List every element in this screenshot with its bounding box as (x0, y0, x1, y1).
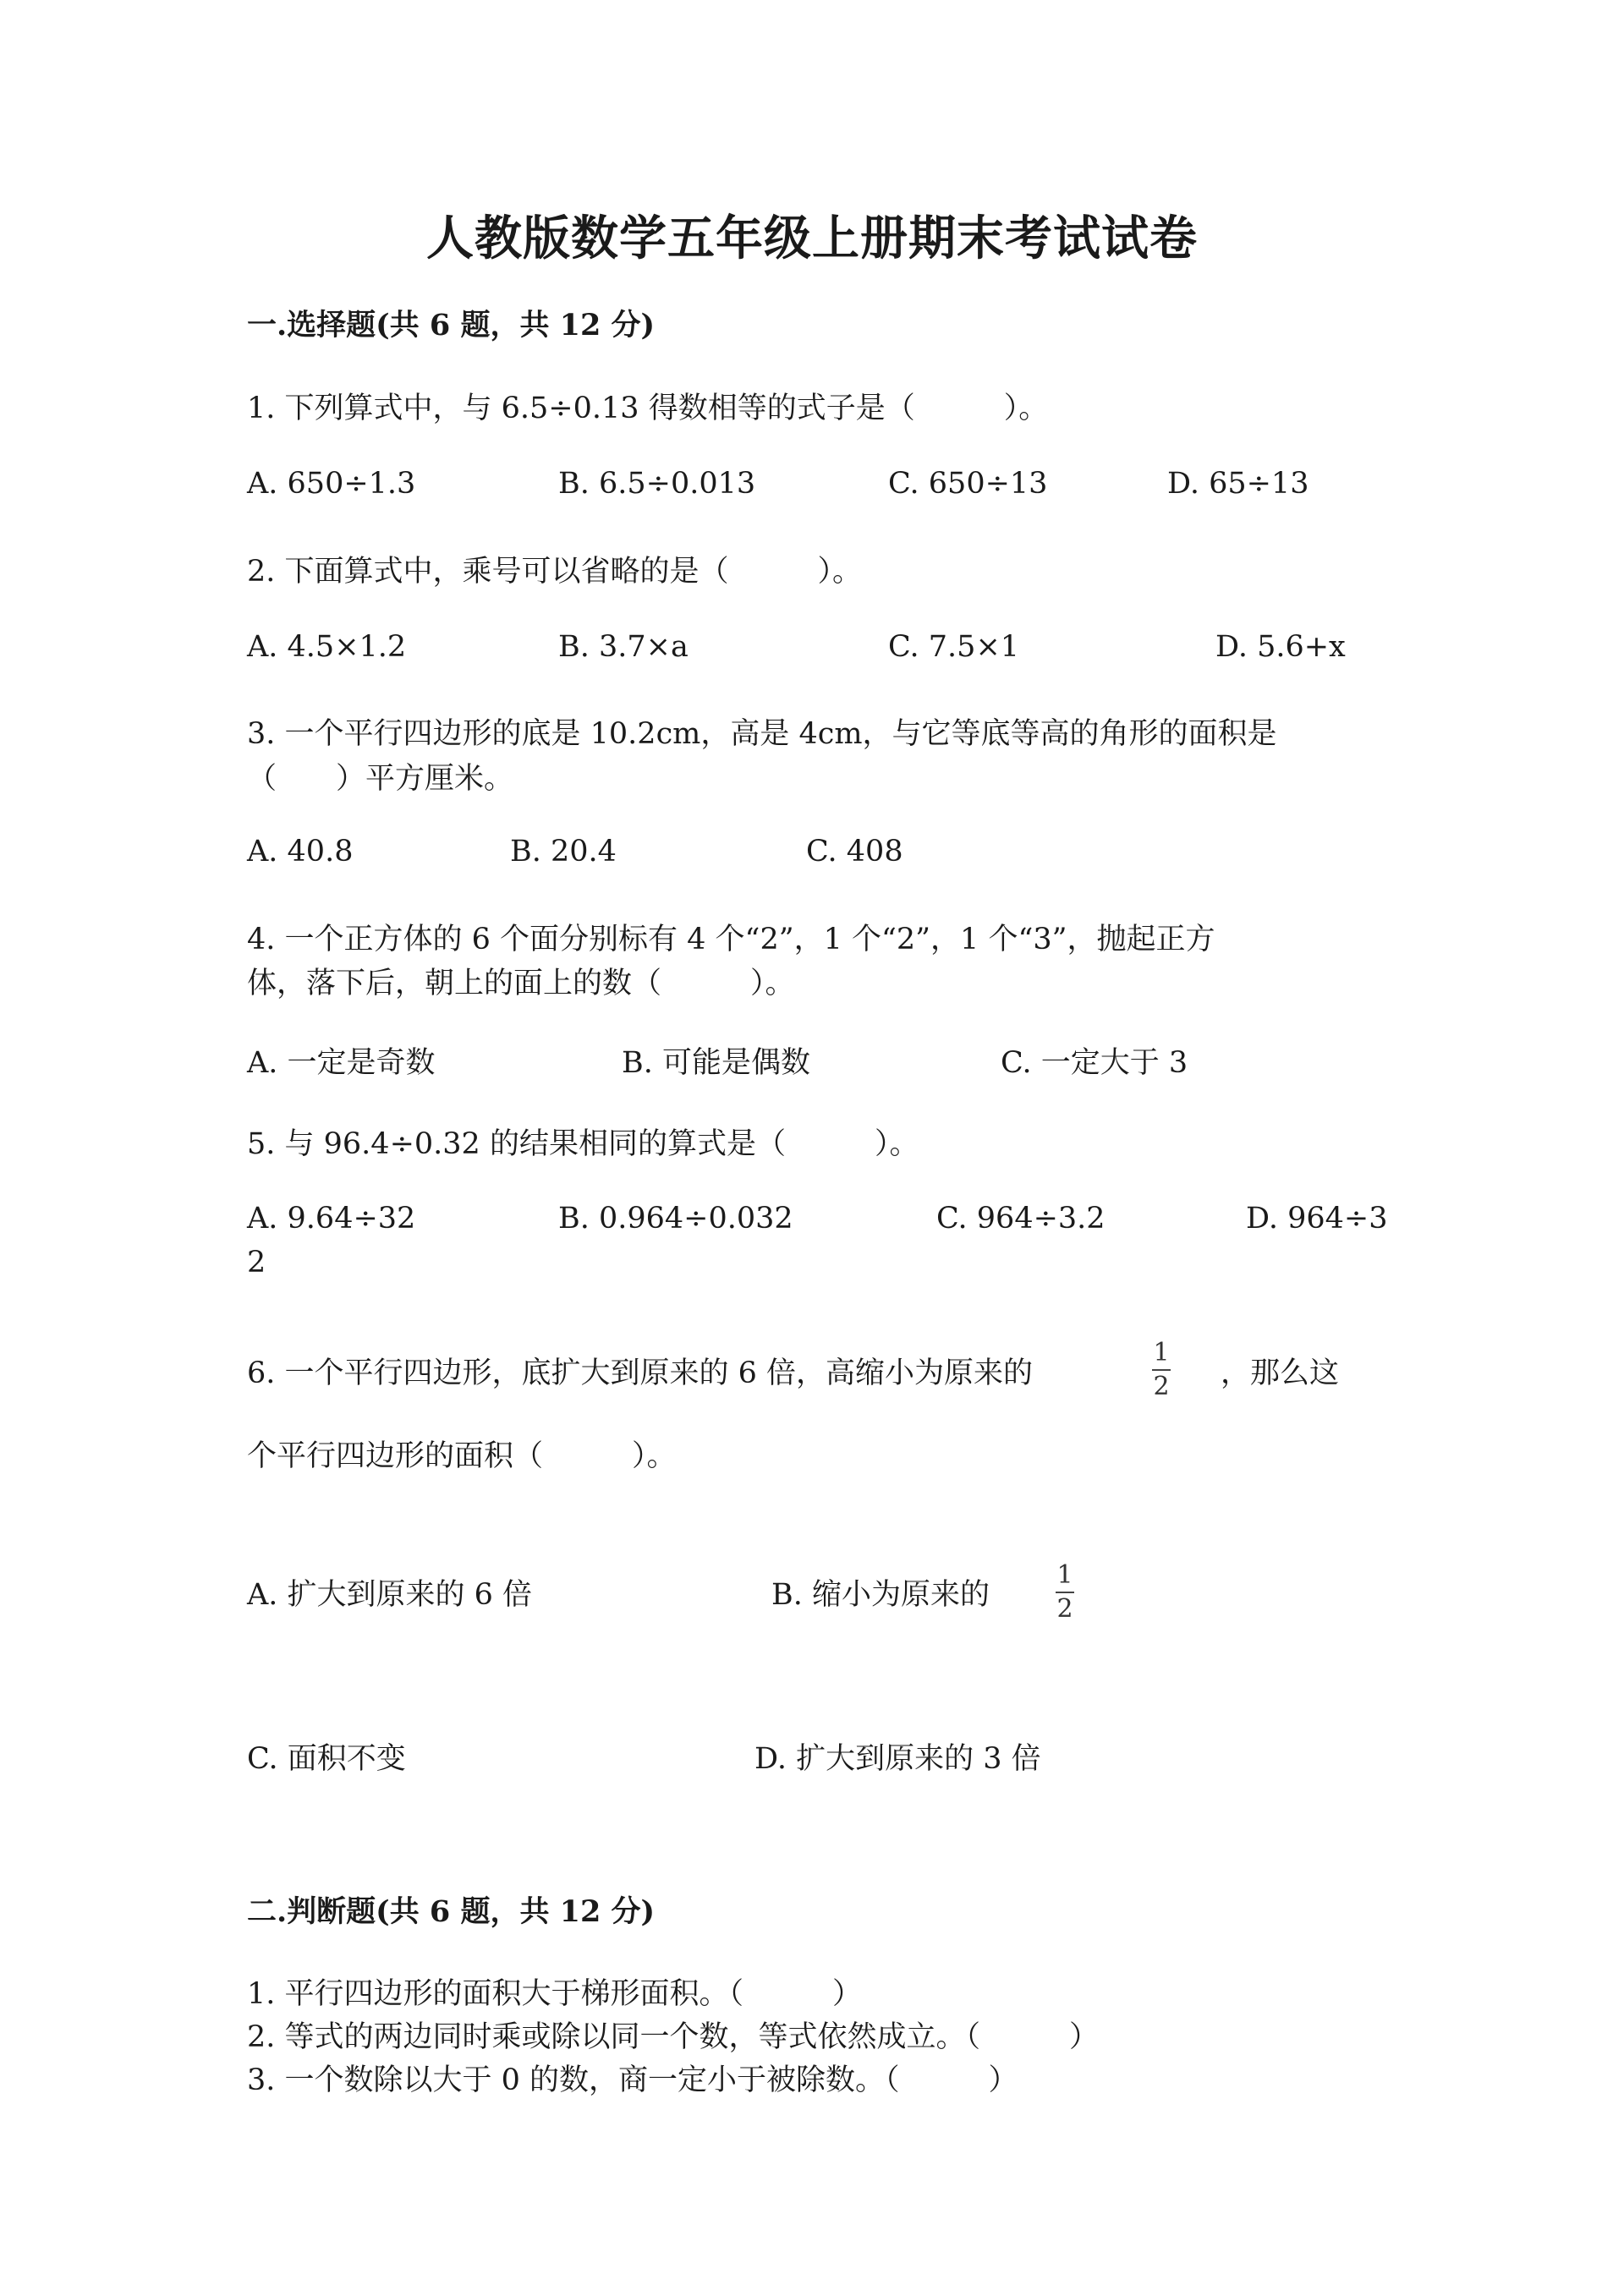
q5-option-b: B. 0.964÷0.032 (558, 1202, 793, 1236)
fraction-one-half (1152, 1340, 1171, 1400)
fraction-bar (1152, 1369, 1171, 1371)
fraction-bar (1056, 1592, 1074, 1593)
page-title: 人教版数学五年级上册期末考试试卷 (426, 211, 1198, 266)
judgement-item-2: 2. 等式的两边同时乘或除以同一个数，等式依然成立。（ ） (247, 2020, 1100, 2054)
q1-option-b: B. 6.5÷0.013 (558, 467, 756, 501)
q6-option-a: A. 扩大到原来的 6 倍 (247, 1578, 533, 1612)
question-3-stem-line2: （ ）平方厘米。 (247, 762, 514, 796)
fraction-numerator: 1 (1153, 1338, 1170, 1367)
question-4-stem-line2: 体，落下后，朝上的面上的数（ ）。 (247, 967, 795, 1000)
section-heading-choice: 一.选择题(共 6 题，共 12 分) (247, 308, 656, 342)
q2-option-a: A. 4.5×1.2 (247, 630, 407, 664)
q4-option-b: B. 可能是偶数 (622, 1046, 810, 1080)
q5-option-d: D. 964÷3 (1246, 1202, 1388, 1236)
question-3-stem-line1: 3. 一个平行四边形的底是 10.2cm，高是 4cm，与它等底等高的角形的面积是 (247, 717, 1277, 751)
q2-option-b: B. 3.7×a (558, 630, 689, 664)
q6-option-d: D. 扩大到原来的 3 倍 (754, 1742, 1041, 1776)
q6-option-b: B. 缩小为原来的 (771, 1578, 990, 1612)
q3-option-c: C. 408 (806, 835, 903, 869)
question-6-stem-part2: ，那么这 (1221, 1356, 1340, 1390)
fraction-one-half-option-b (1056, 1560, 1074, 1624)
question-6-stem-part1: 6. 一个平行四边形，底扩大到原来的 6 倍，高缩小为原来的 (247, 1356, 1034, 1390)
question-1-stem: 1. 下列算式中，与 6.5÷0.13 得数相等的式子是（ ）。 (247, 392, 1049, 425)
fraction-denominator: 2 (1056, 1594, 1073, 1624)
q1-option-c: C. 650÷13 (888, 467, 1048, 501)
q2-option-d: D. 5.6+x (1215, 630, 1346, 664)
judgement-item-3: 3. 一个数除以大于 0 的数，商一定小于被除数。（ ） (247, 2063, 1018, 2097)
q2-option-c: C. 7.5×1 (888, 630, 1020, 664)
question-2-stem: 2. 下面算式中，乘号可以省略的是（ ）。 (247, 555, 863, 589)
q3-option-b: B. 20.4 (510, 835, 617, 869)
question-5-stem: 5. 与 96.4÷0.32 的结果相同的算式是（ ）。 (247, 1127, 919, 1161)
q5-option-a: A. 9.64÷32 (247, 1202, 416, 1236)
q4-option-a: A. 一定是奇数 (247, 1046, 436, 1080)
question-4-stem-line1: 4. 一个正方体的 6 个面分别标有 4 个“2”，1 个“2”，1 个“3”，抛起正方 (247, 923, 1215, 956)
q1-option-a: A. 650÷1.3 (247, 467, 416, 501)
q5-option-d-wrap: 2 (247, 1246, 266, 1280)
section-heading-judgement: 二.判断题(共 6 题，共 12 分) (247, 1894, 656, 1929)
q4-option-c: C. 一定大于 3 (1001, 1046, 1188, 1080)
q1-option-d: D. 65÷13 (1167, 467, 1309, 501)
question-6-stem-line2: 个平行四边形的面积（ ）。 (247, 1439, 677, 1473)
q6-option-c: C. 面积不变 (247, 1742, 406, 1776)
judgement-item-1: 1. 平行四边形的面积大于梯形面积。（ ） (247, 1977, 863, 2011)
q3-option-a: A. 40.8 (247, 835, 354, 869)
fraction-denominator: 2 (1153, 1372, 1170, 1401)
fraction-numerator: 1 (1056, 1560, 1073, 1590)
q5-option-c: C. 964÷3.2 (936, 1202, 1106, 1236)
